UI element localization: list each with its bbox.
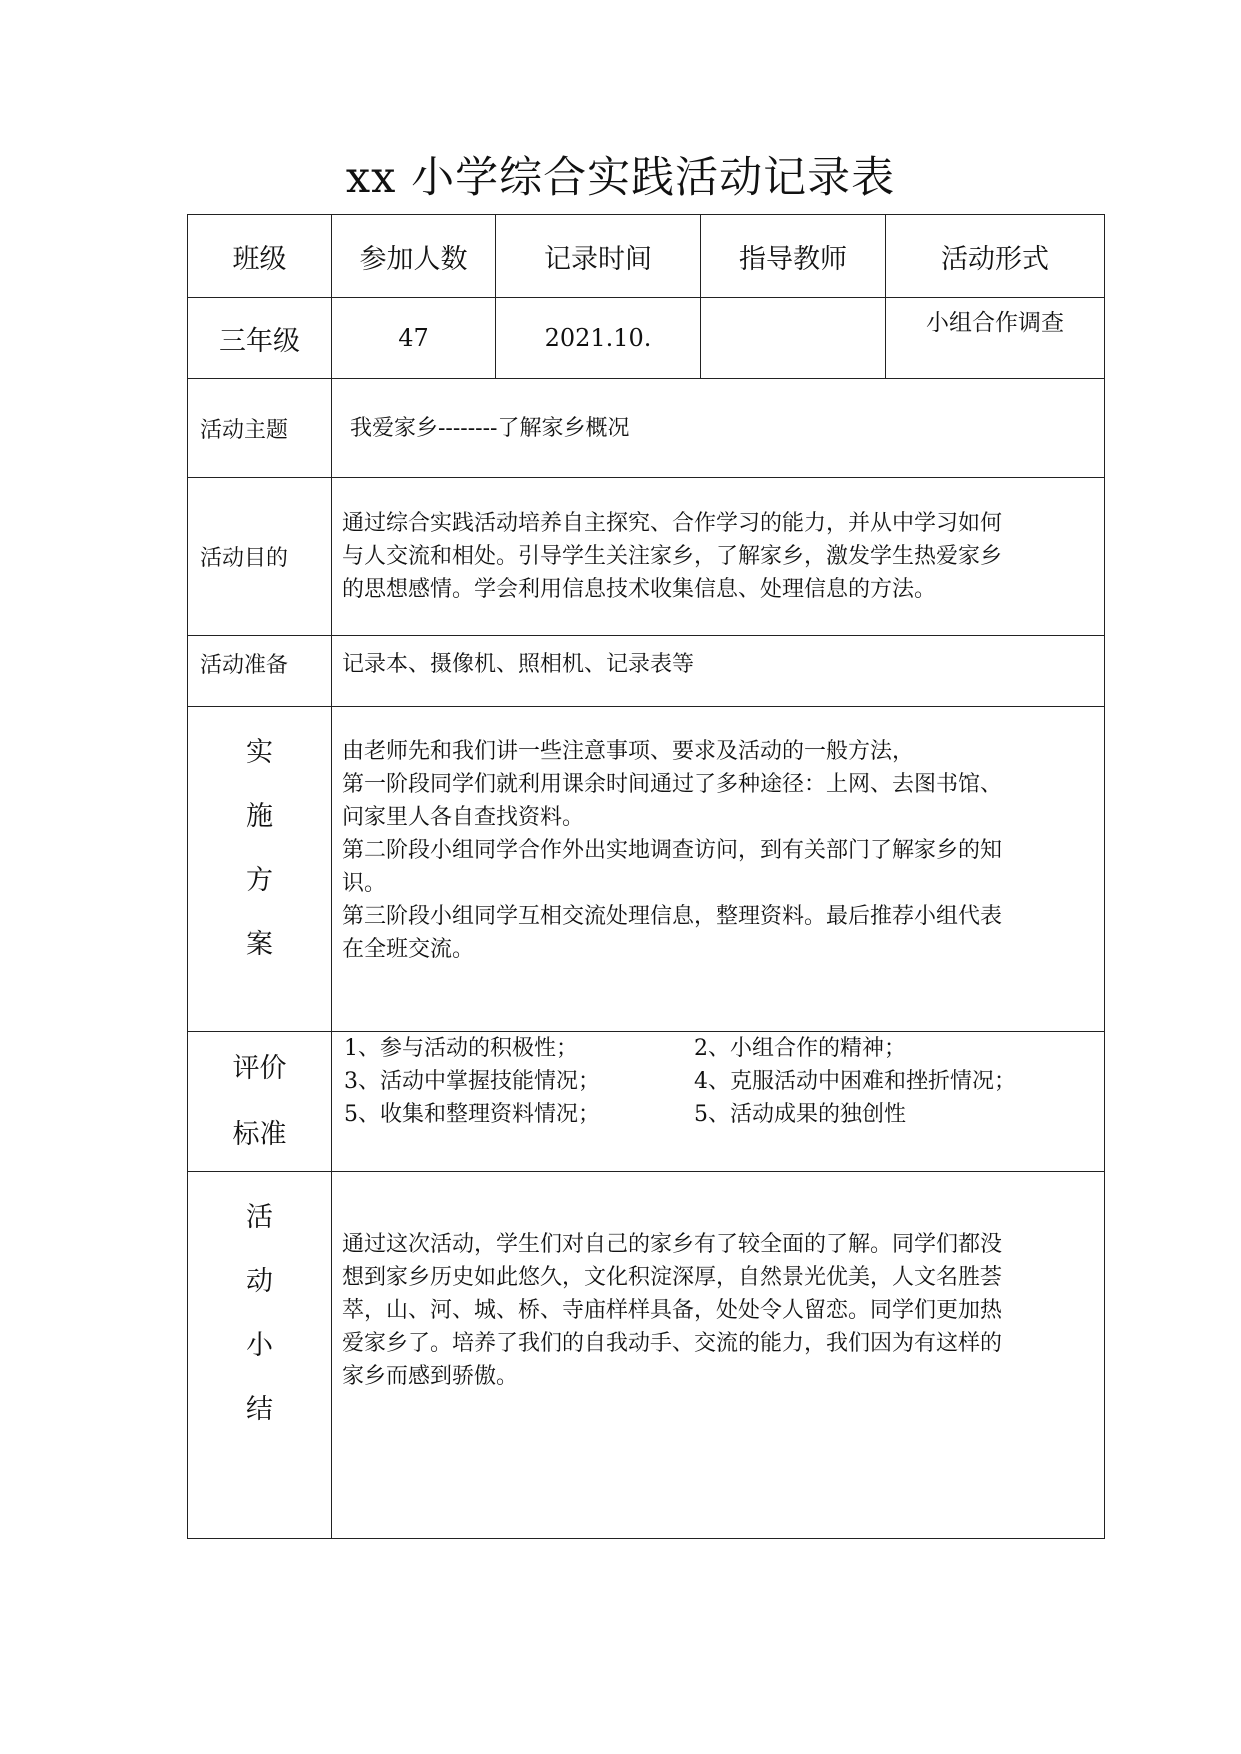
summary-row bbox=[188, 1172, 1105, 1539]
summary-line: 萃，山、河、城、桥、寺庙样样具备，处处令人留恋。同学们更加热 bbox=[342, 1298, 1003, 1323]
plan-line: 第二阶段小组同学合作外出实地调查访问，到有关部门了解家乡的知 bbox=[342, 838, 1003, 863]
plan-text bbox=[332, 707, 1105, 1032]
summary-line: 通过这次活动，学生们对自己的家乡有了较全面的了解。同学们都没 bbox=[342, 1232, 1003, 1257]
header-class: 班级 bbox=[188, 215, 332, 298]
purpose-line: 的思想感情。学会利用信息技术收集信息、处理信息的方法。 bbox=[342, 577, 937, 602]
criteria-item: 3、活动中掌握技能情况； bbox=[344, 1069, 600, 1094]
criteria-item: 1、参与活动的积极性； bbox=[344, 1036, 578, 1061]
plan-line: 在全班交流。 bbox=[342, 937, 475, 962]
criteria-item: 2、小组合作的精神； bbox=[694, 1036, 906, 1061]
prep-text: 记录本、摄像机、照相机、记录表等 bbox=[332, 636, 1105, 707]
summary-line: 家乡而感到骄傲。 bbox=[342, 1364, 519, 1389]
header-instructor: 指导教师 bbox=[701, 215, 886, 298]
summary-label-char: 结 bbox=[246, 1394, 273, 1425]
summary-label-char: 动 bbox=[246, 1266, 273, 1297]
criteria-item: 5、活动成果的独创性 bbox=[694, 1102, 906, 1127]
summary-label-char: 活 bbox=[246, 1202, 273, 1233]
theme-text: 我爱家乡--------了解家乡概况 bbox=[332, 379, 1105, 478]
plan-line: 第一阶段同学们就利用课余时间通过了多种途径：上网、去图书馆、 bbox=[342, 772, 1003, 797]
purpose-label: 活动目的 bbox=[188, 478, 332, 636]
page-title: xx 小学综合实践活动记录表 bbox=[345, 153, 896, 203]
theme-label: 活动主题 bbox=[188, 379, 332, 478]
purpose-row bbox=[188, 478, 1105, 636]
purpose-line: 与人交流和相处。引导学生关注家乡，了解家乡，激发学生热爱家乡 bbox=[342, 544, 1003, 569]
value-row bbox=[188, 298, 1105, 379]
criteria-label-line: 标准 bbox=[232, 1118, 287, 1150]
value-instructor bbox=[701, 298, 886, 379]
criteria-label bbox=[188, 1032, 332, 1172]
header-activity-form: 活动形式 bbox=[886, 215, 1105, 298]
plan-line: 问家里人各自查找资料。 bbox=[342, 805, 585, 830]
plan-label-char: 实 bbox=[246, 737, 273, 768]
summary-label bbox=[188, 1172, 332, 1539]
plan-label-char: 施 bbox=[246, 801, 273, 832]
criteria-row bbox=[188, 1032, 1105, 1172]
plan-line: 识。 bbox=[342, 871, 387, 896]
criteria-label-line: 评价 bbox=[232, 1052, 287, 1084]
value-record-time: 2021.10. bbox=[496, 298, 701, 379]
header-row bbox=[188, 215, 1105, 298]
criteria-item: 5、收集和整理资料情况； bbox=[344, 1102, 600, 1127]
prep-row bbox=[188, 636, 1105, 707]
criteria-list bbox=[332, 1032, 1105, 1172]
value-class: 三年级 bbox=[188, 298, 332, 379]
header-record-time: 记录时间 bbox=[496, 215, 701, 298]
purpose-line: 通过综合实践活动培养自主探究、合作学习的能力，并从中学习如何 bbox=[342, 511, 1003, 536]
summary-label-char: 小 bbox=[246, 1330, 273, 1361]
criteria-item: 4、克服活动中困难和挫折情况； bbox=[694, 1069, 1016, 1094]
header-participants: 参加人数 bbox=[332, 215, 496, 298]
prep-label: 活动准备 bbox=[188, 636, 332, 707]
value-activity-form: 小组合作调查 bbox=[886, 298, 1105, 379]
plan-label-char: 案 bbox=[246, 929, 273, 960]
summary-line: 爱家乡了。培养了我们的自我动手、交流的能力，我们因为有这样的 bbox=[342, 1331, 1003, 1356]
theme-row bbox=[188, 379, 1105, 478]
summary-text bbox=[332, 1172, 1105, 1539]
plan-line: 第三阶段小组同学互相交流处理信息，整理资料。最后推荐小组代表 bbox=[342, 904, 1003, 929]
summary-line: 想到家乡历史如此悠久，文化积淀深厚，自然景光优美，人文名胜荟 bbox=[342, 1265, 1003, 1290]
purpose-text bbox=[332, 478, 1105, 636]
plan-line: 由老师先和我们讲一些注意事项、要求及活动的一般方法， bbox=[342, 739, 915, 764]
value-participants: 47 bbox=[332, 298, 496, 379]
activity-record-table bbox=[187, 214, 1105, 1539]
plan-label-char: 方 bbox=[246, 865, 273, 896]
plan-label bbox=[188, 707, 332, 1032]
plan-row bbox=[188, 707, 1105, 1032]
